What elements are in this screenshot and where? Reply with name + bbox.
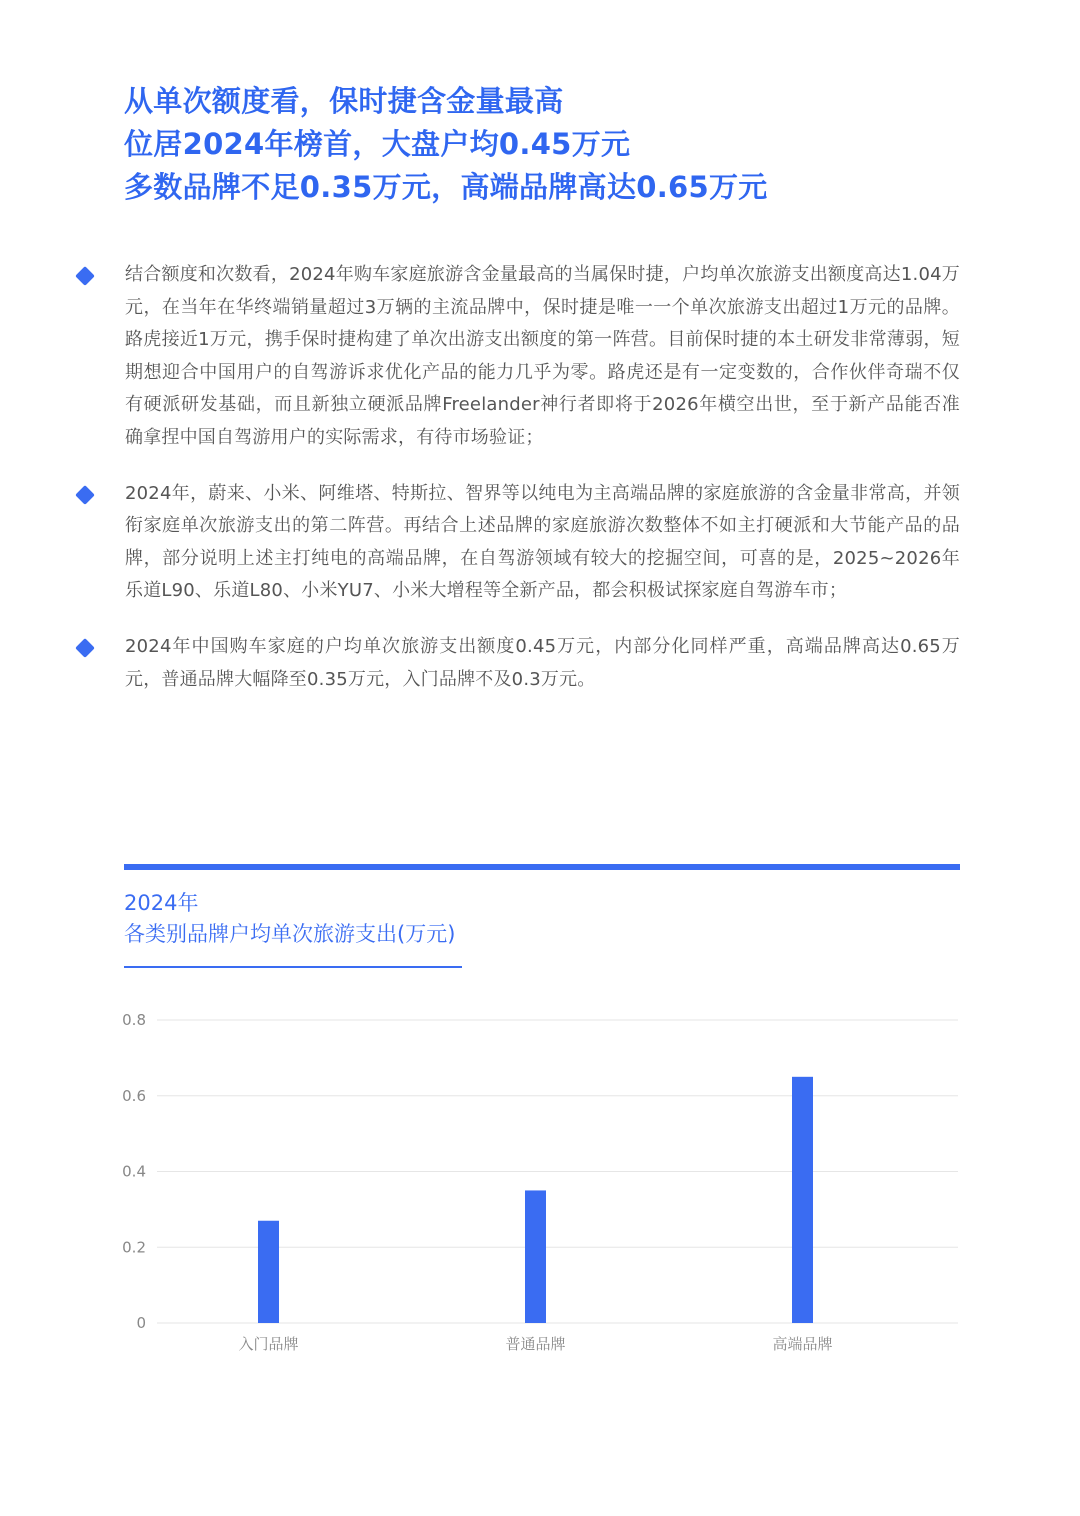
- bullet-text: 2024年，蔚来、小米、阿维塔、特斯拉、智界等以纯电为主高端品牌的家庭旅游的含金量非常高，并领衔家庭单次旅游支出的第二阵营。再结合上述品牌的家庭旅游次数整体不如主打硬派和大节能产品的品牌，部分说明上述主打纯电的高端品牌，在自驾游领域有较大的挖掘空间，可喜的是，2025~2026年乐道L90、乐道L80、小米YU7、小米大增程等全新产品，都会积极试探家庭自驾游车市；: [125, 482, 960, 602]
- bullet-text: 2024年中国购车家庭的户均单次旅游支出额度0.45万元，内部分化同样严重，高端品牌高达0.65万元，普通品牌大幅降至0.35万元，入门品牌不及0.3万元。: [125, 635, 960, 690]
- chart-title-year: 2024年: [124, 891, 199, 915]
- bar-2: [525, 1190, 546, 1323]
- y-tick-label: 0.2: [122, 1238, 146, 1257]
- headline-line-3: 多数品牌不足0.35万元，高端品牌高达0.65万元: [124, 170, 768, 204]
- y-tick-label: 0: [136, 1314, 146, 1332]
- x-category-label: 高端品牌: [772, 1335, 833, 1353]
- bar-3: [792, 1077, 813, 1323]
- y-tick-label: 0.6: [122, 1086, 146, 1105]
- headline-line-1: 从单次额度看，保时捷含金量最高: [124, 84, 564, 118]
- x-category-label: 入门品牌: [238, 1335, 299, 1353]
- headline-line-2: 位居2024年榜首，大盘户均0.45万元: [124, 127, 631, 161]
- y-tick-label: 0.8: [122, 1011, 146, 1029]
- chart-title-subtitle: 各类别品牌户均单次旅游支出(万元): [124, 922, 456, 946]
- bar-1: [258, 1221, 279, 1323]
- bullet-text: 结合额度和次数看，2024年购车家庭旅游含金量最高的当属保时捷，户均单次旅游支出额度高达1.04万元，在当年在华终端销量超过3万辆的主流品牌中，保时捷是唯一一个单次旅游支出超过1万元的品牌。路虎接近1万元，携手保时捷构建了单次出游支出额度的第一阵营。目前保时捷的本土研发非常薄弱，短期想迎合中国用户的自驾游诉求优化产品的能力几乎为零。路虎还是有一定变数的，合作伙伴奇瑞不仅有硬派研发基础，而且新独立硬派品牌Freelander神行者即将于2026年横空出世，至于新产品能否准确拿捏中国自驾游用户的实际需求，有待市场验证；: [125, 264, 960, 448]
- y-tick-label: 0.4: [122, 1162, 146, 1181]
- x-category-label: 普通品牌: [505, 1335, 566, 1353]
